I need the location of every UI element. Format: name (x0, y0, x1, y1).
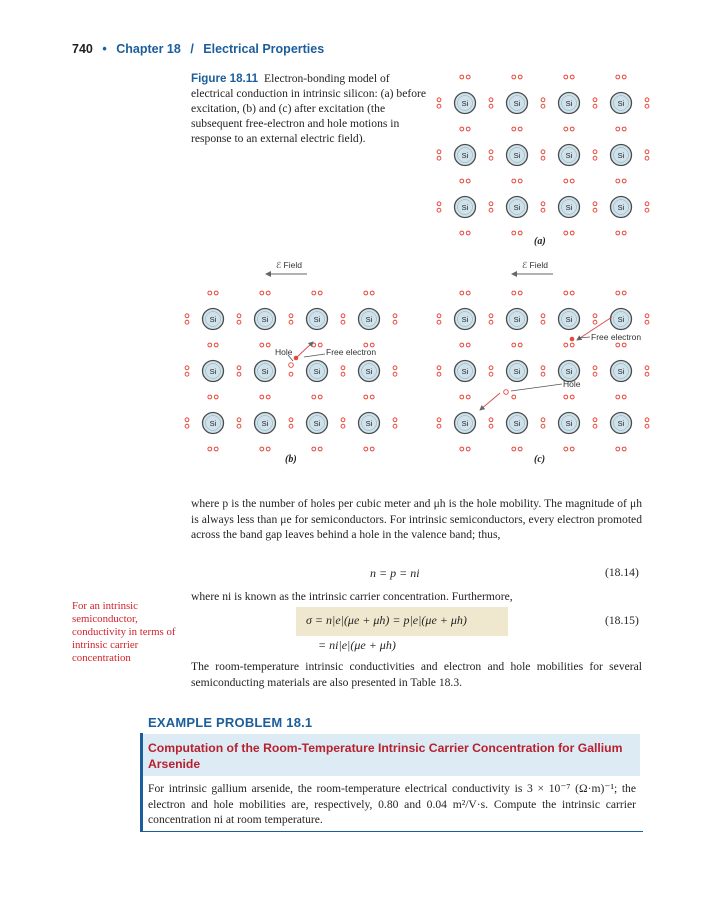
si-atom (455, 145, 476, 166)
electron-dot (393, 424, 397, 428)
electron-dot (541, 208, 545, 212)
electron-dot (489, 314, 493, 318)
example-problem-title: EXAMPLE PROBLEM 18.1 (148, 715, 313, 730)
electron-dot (593, 208, 597, 212)
electron-dot (518, 291, 522, 295)
chapter-label: Chapter 18 (116, 42, 181, 56)
field-label-c: ℰ Field (522, 260, 548, 270)
si-atom (255, 413, 276, 434)
electron-dot (460, 447, 464, 451)
electron-dot (312, 395, 316, 399)
electron-dot (616, 395, 620, 399)
electron-dot (237, 372, 241, 376)
electron-dot (208, 291, 212, 295)
electron-dot (564, 179, 568, 183)
si-atom (307, 413, 328, 434)
electron-dot (460, 75, 464, 79)
si-atom (359, 361, 380, 382)
electron-dot (289, 418, 293, 422)
field-arrow-c (512, 260, 553, 274)
electron-dot (437, 372, 441, 376)
electron-dot (460, 179, 464, 183)
header-separator: • (102, 42, 107, 56)
figure-caption-text: Electron-bonding model of electrical conduction in intrinsic silicon: (a) before excitation, (b) and (c) after excitation (the subsequent free-electron and hole motions in response to an external electric field). (191, 72, 427, 145)
si-atom-label: Si (617, 419, 625, 428)
si-atom (507, 413, 528, 434)
electron-dot (466, 127, 470, 131)
example-heading: Computation of the Room-Temperature Intrinsic Carrier Concentration for Gallium Arsenide (148, 741, 623, 771)
equation-18-15-line1: σ = n|e|(μe + μh) = p|e|(μe + μh) (306, 613, 467, 627)
si-atom (611, 413, 632, 434)
electron-dot (214, 447, 218, 451)
si-atom (359, 413, 380, 434)
si-atom-label: Si (261, 367, 269, 376)
si-atom (507, 361, 528, 382)
electron-dot (466, 291, 470, 295)
electron-dot (518, 179, 522, 183)
electron-dot (318, 343, 322, 347)
electron-dot (364, 447, 368, 451)
electron-dot (489, 98, 493, 102)
electron-dot (645, 424, 649, 428)
electron-dot (437, 208, 441, 212)
panel-label-c: (c) (534, 454, 546, 465)
electron-dot (266, 343, 270, 347)
electron-dot (512, 291, 516, 295)
hole-dot-c (504, 390, 509, 395)
figure-label: Figure 18.11 (191, 72, 259, 85)
electron-dot (341, 314, 345, 318)
si-atom-label: Si (513, 367, 521, 376)
si-atom (255, 361, 276, 382)
electron-dot (616, 231, 620, 235)
lattice-panel-a (437, 75, 649, 235)
electron-dot (593, 320, 597, 324)
electron-dot (564, 75, 568, 79)
electron-dot (260, 343, 264, 347)
electron-dot (214, 291, 218, 295)
electron-dot (593, 98, 597, 102)
electron-dot (460, 343, 464, 347)
si-atom (307, 361, 328, 382)
electron-dot (185, 314, 189, 318)
electron-dot (312, 447, 316, 451)
electron-dot (393, 314, 397, 318)
electron-dot (645, 320, 649, 324)
electron-dot (437, 424, 441, 428)
electron-dot (393, 366, 397, 370)
electron-dot (208, 343, 212, 347)
si-atom-label: Si (461, 315, 469, 324)
si-atom (203, 309, 224, 330)
electron-dot (512, 343, 516, 347)
si-atom-label: Si (617, 203, 625, 212)
electron-dot (260, 447, 264, 451)
electron-dot (593, 156, 597, 160)
lattice-panel-c (437, 291, 649, 451)
hole-dot-b (289, 363, 294, 368)
paragraph-holes: where p is the number of holes per cubic meter and μh is the hole mobility. The magnitude of μh is always less than μe for semiconductors. For intrinsic semiconductors, every electron promoted across the band gap leaves behind a hole in the valence band; thus, (191, 497, 642, 541)
example-body: For intrinsic gallium arsenide, the room-temperature electrical conductivity is 3 × 10⁻⁷ (Ω·m)⁻¹; the electron and hole mobilities are, respectively, 0.80 and 0.04 m²/V·s. Compute the intrinsic carrier concentration ni at room temperature. (148, 782, 636, 826)
electron-dot (266, 395, 270, 399)
si-atom-label: Si (617, 151, 625, 160)
page-number: 740 (72, 42, 93, 56)
free-electron-label-c: Free electron (591, 332, 642, 342)
electron-dot (593, 372, 597, 376)
electron-dot (208, 395, 212, 399)
electron-dot (185, 418, 189, 422)
electron-dot (622, 231, 626, 235)
electron-dot (518, 231, 522, 235)
electron-dot (437, 314, 441, 318)
electron-dot (622, 75, 626, 79)
si-atom-label: Si (209, 419, 217, 428)
electron-dot (489, 104, 493, 108)
panel-label-a: (a) (534, 236, 546, 247)
electron-dot (208, 447, 212, 451)
electron-dot (437, 418, 441, 422)
electron-dot (266, 447, 270, 451)
electron-dot (512, 127, 516, 131)
electron-dot (437, 104, 441, 108)
electron-dot (237, 366, 241, 370)
electron-dot (237, 424, 241, 428)
electron-dot (645, 98, 649, 102)
field-arrow-b (266, 260, 307, 274)
si-atom-label: Si (313, 315, 321, 324)
si-atom-label: Si (365, 367, 373, 376)
electron-dot (645, 104, 649, 108)
si-atom (455, 361, 476, 382)
si-atom-label: Si (513, 151, 521, 160)
electron-dot (616, 179, 620, 183)
electron-dot (570, 231, 574, 235)
electron-dot (318, 395, 322, 399)
electron-dot (512, 231, 516, 235)
si-atom-label: Si (617, 99, 625, 108)
electron-dot (466, 395, 470, 399)
si-atom-label: Si (365, 315, 373, 324)
electron-dot (622, 447, 626, 451)
electron-dot (341, 418, 345, 422)
si-atom-label: Si (461, 99, 469, 108)
electron-dot (570, 75, 574, 79)
si-atom (507, 145, 528, 166)
electron-dot (393, 372, 397, 376)
electron-dot (570, 179, 574, 183)
electron-dot (437, 150, 441, 154)
electron-dot (622, 291, 626, 295)
electron-dot (460, 395, 464, 399)
si-atom (307, 309, 328, 330)
electron-dot (185, 372, 189, 376)
electron-dot (460, 231, 464, 235)
electron-dot (489, 418, 493, 422)
electron-dot (616, 127, 620, 131)
electron-dot (437, 320, 441, 324)
electron-dot (593, 314, 597, 318)
si-atom (255, 309, 276, 330)
electron-dot (512, 395, 516, 399)
electron-dot (289, 372, 293, 376)
electron-dot (341, 366, 345, 370)
si-atom (203, 413, 224, 434)
si-atom-label: Si (461, 367, 469, 376)
si-atom-label: Si (209, 315, 217, 324)
electron-dot (318, 291, 322, 295)
electron-dot (564, 343, 568, 347)
field-label-b: ℰ Field (276, 260, 302, 270)
electron-dot (460, 291, 464, 295)
electron-dot (541, 418, 545, 422)
si-atom-label: Si (461, 151, 469, 160)
si-atom (559, 145, 580, 166)
electron-dot (541, 320, 545, 324)
electron-dot (185, 424, 189, 428)
electron-dot (645, 202, 649, 206)
electron-dot (541, 98, 545, 102)
si-atom (559, 309, 580, 330)
electron-dot (645, 156, 649, 160)
electron-dot (645, 418, 649, 422)
electron-dot (622, 179, 626, 183)
electron-dot (593, 150, 597, 154)
electron-dot (593, 202, 597, 206)
free-electron-dot-c (570, 337, 575, 342)
electron-dot (364, 395, 368, 399)
electron-dot (518, 343, 522, 347)
panel-label-b: (b) (285, 454, 297, 465)
electron-dot (616, 343, 620, 347)
electron-dot (312, 343, 316, 347)
electron-dot (341, 320, 345, 324)
equation-18-14: n = p = ni (370, 566, 420, 580)
si-atom-label: Si (565, 315, 573, 324)
electron-dot (593, 424, 597, 428)
si-atom-label: Si (461, 419, 469, 428)
si-atom (359, 309, 380, 330)
electron-dot (237, 320, 241, 324)
equation-18-15-line2: = ni|e|(μe + μh) (318, 638, 396, 652)
si-atom (507, 309, 528, 330)
si-atom (611, 197, 632, 218)
section-title: Electrical Properties (203, 42, 325, 56)
electron-dot (564, 447, 568, 451)
si-atom (507, 197, 528, 218)
electron-dot (645, 208, 649, 212)
margin-note: For an intrinsic semiconductor, conductivity in terms of intrinsic carrier concentration (72, 600, 176, 664)
si-atom-label: Si (565, 151, 573, 160)
electron-dot (466, 343, 470, 347)
electron-dot (466, 179, 470, 183)
electron-dot (622, 395, 626, 399)
electron-dot (237, 418, 241, 422)
electron-dot (616, 75, 620, 79)
electron-dot (593, 418, 597, 422)
electron-dot (570, 395, 574, 399)
si-atom (559, 197, 580, 218)
electron-dot (185, 366, 189, 370)
si-atom-label: Si (617, 315, 625, 324)
electron-dot (541, 424, 545, 428)
electron-dot (518, 75, 522, 79)
electron-dot (645, 150, 649, 154)
si-atom-label: Si (261, 315, 269, 324)
si-atom-label: Si (565, 367, 573, 376)
free-electron-label-b: Free electron (326, 347, 377, 357)
electron-dot (214, 395, 218, 399)
electron-dot (370, 291, 374, 295)
electron-dot (489, 366, 493, 370)
free-electron-dot-b (294, 356, 299, 361)
si-atom-label: Si (513, 419, 521, 428)
si-atom-label: Si (513, 99, 521, 108)
electron-dot (593, 366, 597, 370)
electron-dot (437, 366, 441, 370)
electron-dot (370, 447, 374, 451)
electron-dot (260, 291, 264, 295)
si-atom (559, 413, 580, 434)
si-atom-label: Si (513, 203, 521, 212)
electron-dot (541, 104, 545, 108)
electron-dot (518, 447, 522, 451)
si-atom (611, 361, 632, 382)
electron-dot (541, 150, 545, 154)
electron-dot (370, 395, 374, 399)
electron-dot (512, 447, 516, 451)
electron-dot (466, 231, 470, 235)
si-atom-label: Si (565, 99, 573, 108)
si-atom-label: Si (365, 419, 373, 428)
electron-dot (616, 447, 620, 451)
electron-dot (466, 75, 470, 79)
electron-dot (185, 320, 189, 324)
electron-dot (341, 372, 345, 376)
si-atom-label: Si (313, 419, 321, 428)
si-atom (455, 93, 476, 114)
paragraph-intrinsic-concentration: where ni is known as the intrinsic carrier concentration. Furthermore, (191, 590, 513, 603)
electron-dot (437, 98, 441, 102)
electron-dot (593, 104, 597, 108)
si-atom-label: Si (209, 367, 217, 376)
electron-dot (512, 75, 516, 79)
si-atom (611, 145, 632, 166)
electron-dot (341, 424, 345, 428)
electron-dot (564, 291, 568, 295)
si-atom-label: Si (565, 419, 573, 428)
electron-dot (564, 395, 568, 399)
electron-dot (512, 179, 516, 183)
electron-dot (564, 231, 568, 235)
electron-dot (622, 127, 626, 131)
electron-dot (570, 447, 574, 451)
electron-dot (437, 202, 441, 206)
electron-dot (616, 291, 620, 295)
electron-dot (289, 314, 293, 318)
electron-dot (393, 418, 397, 422)
electron-dot (237, 314, 241, 318)
electron-dot (489, 208, 493, 212)
si-atom (203, 361, 224, 382)
equation-number-18-14: (18.14) (605, 566, 639, 579)
electron-dot (393, 320, 397, 324)
electron-dot (489, 156, 493, 160)
lattice-panel-b (185, 291, 397, 451)
si-atom (455, 309, 476, 330)
electron-dot (489, 150, 493, 154)
electron-dot (541, 314, 545, 318)
electron-dot (541, 202, 545, 206)
electron-dot (489, 320, 493, 324)
si-atom (455, 413, 476, 434)
electron-dot (266, 291, 270, 295)
electron-dot (437, 156, 441, 160)
equation-number-18-15: (18.15) (605, 614, 639, 627)
electron-dot (570, 291, 574, 295)
electron-dot (260, 395, 264, 399)
electron-dot (364, 291, 368, 295)
electron-dot (645, 314, 649, 318)
electron-dot (489, 424, 493, 428)
electron-dot (466, 447, 470, 451)
si-atom-label: Si (513, 315, 521, 324)
header-slash: / (190, 42, 194, 56)
electron-dot (289, 320, 293, 324)
electron-dot (570, 127, 574, 131)
electron-dot (570, 343, 574, 347)
electron-dot (645, 372, 649, 376)
hole-label-c: Hole (563, 379, 581, 389)
electron-dot (645, 366, 649, 370)
si-atom (611, 93, 632, 114)
electron-dot (312, 291, 316, 295)
si-atom (455, 197, 476, 218)
electron-dot (518, 127, 522, 131)
electron-dot (214, 343, 218, 347)
si-atom-label: Si (565, 203, 573, 212)
si-atom-label: Si (261, 419, 269, 428)
electron-dot (541, 372, 545, 376)
electron-dot (541, 366, 545, 370)
electron-dot (289, 424, 293, 428)
si-atom (611, 309, 632, 330)
electron-dot (489, 202, 493, 206)
si-atom-label: Si (313, 367, 321, 376)
si-atom-label: Si (617, 367, 625, 376)
electron-dot (460, 127, 464, 131)
si-atom (559, 93, 580, 114)
hole-label-b: Hole (275, 347, 293, 357)
si-atom (507, 93, 528, 114)
electron-dot (541, 156, 545, 160)
paragraph-table-reference: The room-temperature intrinsic conductivities and electron and hole mobilities for several semiconducting materials are also presented in Table 18.3. (191, 660, 642, 689)
si-atom-label: Si (461, 203, 469, 212)
electron-dot (622, 343, 626, 347)
electron-dot (318, 447, 322, 451)
electron-dot (489, 372, 493, 376)
electron-dot (564, 127, 568, 131)
